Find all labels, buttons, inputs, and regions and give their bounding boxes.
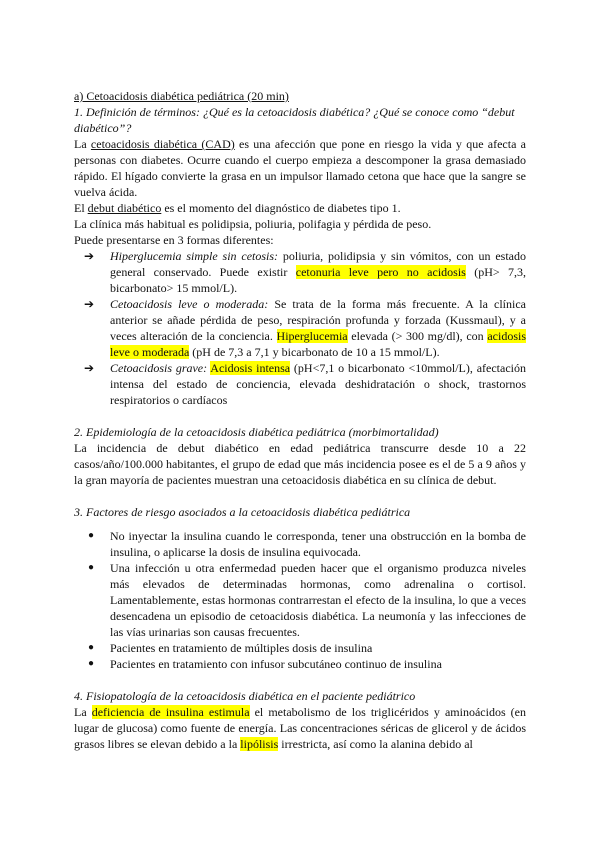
arrow-icon: ➔ xyxy=(84,249,95,263)
list-item: ● Pacientes en tratamiento con infusor subcutáneo continuo de insulina xyxy=(88,657,442,671)
highlight: cetonuria leve pero no acidosis xyxy=(295,265,466,279)
list-item: ● No inyectar la insulina cuando le corresponda, tener una obstrucción en la bomba de insulina, o aplicarse la dosis de insulina equivocada. xyxy=(88,529,526,559)
list-item: ● Una infección u otra enfermedad pueden hacer que el organismo produzca niveles más elevados de determinadas hormonas, como adrenalina o cortisol. Lamentablemente, estas hormonas contrarrestan el efecto de la insulina, lo que a veces desencadena un episodio de cetoacidosis diabética. La neumonía y las infecciones de las vías urinarias son causas frecuentes. xyxy=(88,561,526,639)
risk-factors-list xyxy=(74,528,526,672)
highlight: Acidosis intensa xyxy=(210,361,291,375)
q2-heading: 2. Epidemiología de la cetoacidosis diabética pediátrica (morbimortalidad) xyxy=(74,425,439,439)
list-item: ● Pacientes en tratamiento de múltiples dosis de insulina xyxy=(88,641,373,655)
epidemiology-paragraph: La incidencia de debut diabético en edad pediátrica transcurre desde 10 a 22 casos/año/100.000 habitantes, el grupo de edad que más incidencia posee es el de 5 a 9 años y la gran mayoría de pacientes muestran una cetoacidosis diabética en su clínica de debut. xyxy=(74,441,526,487)
arrow-icon: ➔ xyxy=(84,297,95,311)
debut-definition-paragraph: El debut diabético es el momento del diagnóstico de diabetes tipo 1. xyxy=(74,201,401,215)
bullet-icon: ● xyxy=(88,562,95,573)
highlight: acidosis leve o moderada xyxy=(110,329,526,359)
debut-term: debut diabético xyxy=(87,201,162,215)
bullet-icon: ● xyxy=(88,658,95,669)
bullet-icon: ● xyxy=(88,530,95,541)
q1-heading: 1. Definición de términos: ¿Qué es la cetoacidosis diabética? ¿Qué se conoce como “debut diabético”? xyxy=(74,105,515,135)
q4-heading: 4. Fisiopatología de la cetoacidosis diabética en el paciente pediátrico xyxy=(74,689,416,703)
forms-intro: Puede presentarse en 3 formas diferentes: xyxy=(74,233,274,247)
forms-list xyxy=(74,248,526,408)
physiopathology-paragraph: La deficiencia de insulina estimula el metabolismo de los triglicéridos y aminoácidos (en lugar de glucosa) como fuente de energía. Las concentraciones séricas de glicerol y de ácidos grasos libres se elevan debido a la lipólisis irrestricta, así como la alanina debido al xyxy=(74,705,526,751)
highlight: Hiperglucemia xyxy=(276,329,348,343)
list-item: ➔ Hiperglucemia simple sin cetosis: poliuria, polidipsia y sin vómitos, con un estado general conservado. Puede existir cetonuria leve pero no acidosis (pH> 7,3, bicarbonato> 15 mmol/L). xyxy=(84,249,526,295)
cad-definition-paragraph: La cetoacidosis diabética (CAD) es una afección que pone en riesgo la vida y que afecta a personas con diabetes. Ocurre cuando el cuerpo empieza a descomponer la grasa demasiado rápido. El hígado convierte la grasa en un impulsor llamado cetona que hace que la sangre se vuelva ácida. xyxy=(74,137,527,199)
clinical-paragraph: La clínica más habitual es polidipsia, poliuria, polifagia y pérdida de peso. xyxy=(74,217,432,231)
list-item: ➔ Cetoacidosis leve o moderada: Se trata de la forma más frecuente. A la clínica anterior se añade pérdida de peso, respiración profunda y forzada (Kussmaul), y a veces alteración de la conciencia. Hiperglucemia elevada (> 300 mg/dl), con acidosis leve o moderada (pH de 7,3 a 7,1 y bicarbonato de 10 a 15 mmol/L). xyxy=(84,297,526,359)
section-title: a) Cetoacidosis diabética pediátrica (20 min) xyxy=(74,89,289,103)
arrow-icon: ➔ xyxy=(84,361,95,375)
cad-term: cetoacidosis diabética (CAD) xyxy=(90,137,235,151)
q3-heading: 3. Factores de riesgo asociados a la cetoacidosis diabética pediátrica xyxy=(74,505,411,519)
highlight: deficiencia de insulina estimula xyxy=(91,705,250,719)
list-item: ➔ Cetoacidosis grave: Acidosis intensa (pH<7,1 o bicarbonato <10mmol/L), afectación intensa del estado de conciencia, elevada deshidratación o shock, trastornos respiratorios o cardíacos xyxy=(84,361,526,407)
bullet-icon: ● xyxy=(88,642,95,653)
highlight: lipólisis xyxy=(240,737,279,751)
document-page xyxy=(74,88,526,752)
